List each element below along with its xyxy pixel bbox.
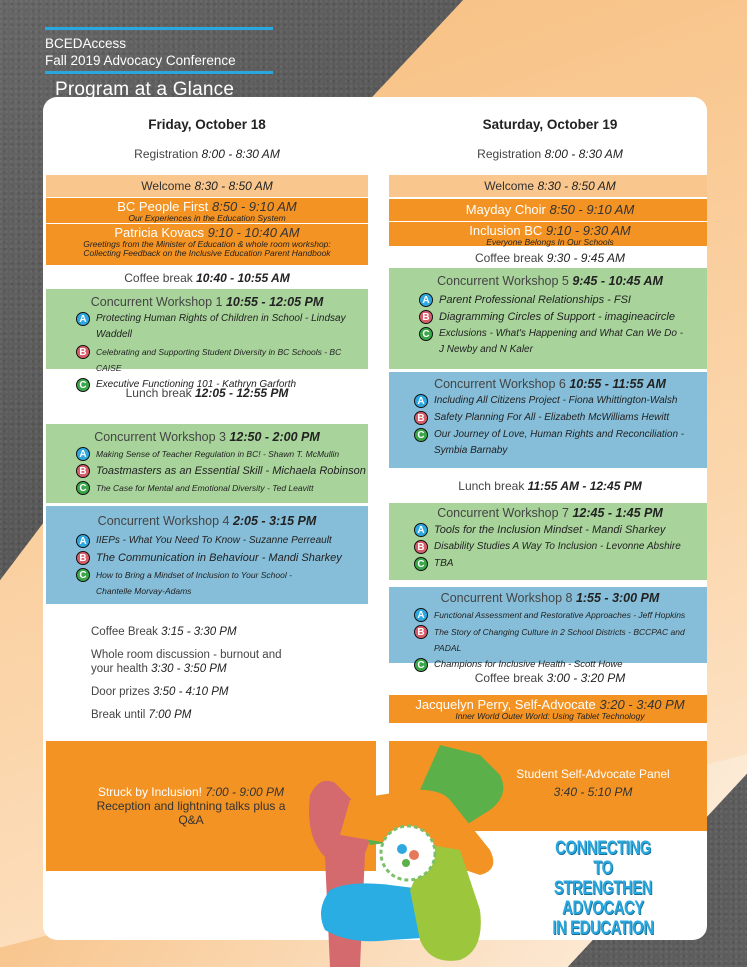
workshop-7: Concurrent Workshop 7 12:45 - 1:45 PM A Tools for the Inclusion Mindset - Mandi Sharkey B Disability Studies A Way To Inclusion - Levonne Abshire C TBA — [389, 503, 707, 580]
ws3-item-c: C The Case for Mental and Emotional Diversity - Ted Leavitt — [76, 480, 368, 496]
badge-b-icon: B — [414, 625, 428, 639]
day-heading-friday: Friday, October 18 — [148, 117, 266, 132]
workshop-5: Concurrent Workshop 5 9:45 - 10:45 AM A Parent Professional Relationships - FSI B Diagramming Circles of Support - imagineacircle C Exclusions - What's Happening and What Can We Do - J Newby and N Kaler — [389, 268, 707, 369]
fri-whole-room: Whole room discussion - burnout and your health 3:30 - 3:50 PM — [91, 649, 282, 675]
program-card — [43, 97, 707, 940]
fri-registration: Registration 8:00 - 8:30 AM — [134, 147, 280, 161]
header-rule-bottom — [45, 71, 273, 74]
ws8-item-c: C Champions for Inclusive Health - Scott Howe — [414, 657, 707, 673]
ws1-item-c: C Executive Functioning 101 - Kathryn Garforth — [76, 377, 368, 393]
badge-c-icon: C — [76, 378, 90, 392]
fri-break-until: Break until 7:00 PM — [91, 709, 192, 721]
ws4-item-c: C How to Bring a Mindset of Inclusion to Your School - Chantelle Morvay-Adams — [76, 567, 368, 599]
ws5-item-b: B Diagramming Circles of Support - imagineacircle — [419, 309, 707, 325]
sat-registration: Registration 8:00 - 8:30 AM — [477, 147, 623, 161]
student-panel-block: Student Self-Advocate Panel 3:40 - 5:10 PM — [389, 741, 707, 831]
badge-a-icon: A — [76, 312, 90, 326]
sat-welcome: Welcome 8:30 - 8:50 AM — [389, 175, 707, 197]
badge-b-icon: B — [76, 551, 90, 565]
workshop-4: Concurrent Workshop 4 2:05 - 3:15 PM A IIEPs - What You Need To Know - Suzanne Perreault B The Communication in Behaviour - Mandi Sharkey C How to Bring a Mindset of Inclusion to Your School - Chantelle Morvay-Adams — [46, 506, 368, 604]
workshop-1: Concurrent Workshop 1 10:55 - 12:05 PM A Protecting Human Rights of Children in School - Lindsay Waddell B Celebrating and Supporting Student Diversity in BC Schools - BC CAISE C Executive Functioning 101 - Kathryn Garforth — [46, 289, 368, 369]
conference-name: Fall 2019 Advocacy Conference — [45, 53, 236, 68]
struck-by-inclusion-block: Struck by Inclusion! 7:00 - 9:00 PM Reception and lightning talks plus a Q&A — [46, 741, 376, 871]
ws7-item-a: A Tools for the Inclusion Mindset - Mandi Sharkey — [414, 522, 707, 538]
workshop-8: Concurrent Workshop 8 1:55 - 3:00 PM A Functional Assessment and Restorative Approaches - Jeff Hopkins B The Story of Changing Culture in 2 School Districts - BCCPAC and PADAL C Champions for Inclusive Health - Scott Howe — [389, 587, 707, 663]
badge-a-icon: A — [414, 608, 428, 622]
fri-welcome: Welcome 8:30 - 8:50 AM — [46, 175, 368, 197]
fri-afternoon-list — [91, 625, 306, 731]
ws1-item-b: B Celebrating and Supporting Student Diversity in BC Schools - BC CAISE — [76, 344, 368, 376]
badge-c-icon: C — [414, 557, 428, 571]
sat-inclusion-bc: Inclusion BC 9:10 - 9:30 AM Everyone Belongs In Our Schools — [389, 222, 707, 246]
day-heading-saturday: Saturday, October 19 — [482, 117, 618, 132]
badge-c-icon: C — [414, 428, 428, 442]
fri-coffee-break-2: Coffee Break 3:15 - 3:30 PM — [91, 626, 237, 638]
badge-c-icon: C — [76, 481, 90, 495]
ws4-item-a: A IIEPs - What You Need To Know - Suzanne Perreault — [76, 533, 368, 549]
badge-c-icon: C — [414, 658, 428, 672]
ws8-item-a: A Functional Assessment and Restorative Approaches - Jeff Hopkins — [414, 607, 707, 623]
ws5-item-c: C Exclusions - What's Happening and What Can We Do - J Newby and N Kaler — [419, 326, 707, 358]
badge-b-icon: B — [414, 540, 428, 554]
ws7-item-b: B Disability Studies A Way To Inclusion - Levonne Abshire — [414, 539, 707, 555]
fri-patricia-kovacs: Patricia Kovacs 9:10 - 10:40 AM Greetings from the Minister of Education & whole room workshop: Collecting Feedback on the Inclusive Education Parent Handbook — [46, 224, 368, 265]
badge-b-icon: B — [414, 411, 428, 425]
fri-lunch: Lunch break 12:05 - 12:55 PM — [125, 386, 289, 400]
page-header — [45, 27, 273, 101]
sat-jacquelyn-perry: Jacquelyn Perry, Self-Advocate 3:20 - 3:40 PM Inner World Outer World: Using Tablet Technology — [389, 695, 707, 723]
fri-door-prizes: Door prizes 3:50 - 4:10 PM — [91, 686, 229, 698]
sat-lunch: Lunch break 11:55 AM - 12:45 PM — [458, 479, 642, 493]
badge-a-icon: A — [419, 293, 433, 307]
page-title: Program at a Glance — [55, 79, 235, 100]
workshop-6: Concurrent Workshop 6 10:55 - 11:55 AM A Including All Citizens Project - Fiona Whittington-Walsh B Safety Planning For All - Elizabeth McWilliams Hewitt C Our Journey of Love, Human Rights and Reconciliation - Symbia Barnaby — [389, 372, 707, 468]
ws1-item-a: A Protecting Human Rights of Children in School - Lindsay Waddell — [76, 311, 368, 343]
sat-mayday-choir: Mayday Choir 8:50 - 9:10 AM — [389, 199, 707, 221]
badge-a-icon: A — [414, 394, 428, 408]
ws3-item-a: A Making Sense of Teacher Regulation in BC! - Shawn T. McMullin — [76, 446, 368, 462]
badge-a-icon: A — [76, 447, 90, 461]
badge-b-icon: B — [76, 345, 90, 359]
badge-a-icon: A — [76, 534, 90, 548]
badge-c-icon: C — [419, 327, 433, 341]
ws4-item-b: B The Communication in Behaviour - Mandi Sharkey — [76, 550, 368, 566]
badge-c-icon: C — [76, 568, 90, 582]
ws7-item-c: C TBA — [414, 556, 707, 572]
fri-bc-people-first: BC People First 8:50 - 9:10 AM Our Experiences in the Education System — [46, 198, 368, 223]
ws8-item-b: B The Story of Changing Culture in 2 School Districts - BCCPAC and PADAL — [414, 624, 707, 656]
badge-b-icon: B — [76, 464, 90, 478]
sat-coffee-break-2: Coffee break 3:00 - 3:20 PM — [474, 671, 626, 685]
ws6-item-c: C Our Journey of Love, Human Rights and Reconciliation - Symbia Barnaby — [414, 427, 707, 459]
badge-a-icon: A — [414, 523, 428, 537]
fri-coffee-break: Coffee break 10:40 - 10:55 AM — [124, 271, 290, 285]
workshop-3: Concurrent Workshop 3 12:50 - 2:00 PM A Making Sense of Teacher Regulation in BC! - Shawn T. McMullin B Toastmasters as an Essential Skill - Michaela Robinson C The Case for Mental and Emotional Diversity - Ted Leavitt — [46, 424, 368, 503]
ws6-item-b: B Safety Planning For All - Elizabeth McWilliams Hewitt — [414, 410, 707, 426]
ws6-item-a: A Including All Citizens Project - Fiona Whittington-Walsh — [414, 393, 707, 409]
sat-coffee-break: Coffee break 9:30 - 9:45 AM — [474, 251, 626, 265]
ws3-item-b: B Toastmasters as an Essential Skill - Michaela Robinson — [76, 463, 368, 479]
org-name: BCEDAccess — [45, 36, 127, 51]
ws5-item-a: A Parent Professional Relationships - FSI — [419, 292, 707, 308]
slogan: CONNECTING TO STRENGTHEN ADVOCACY IN EDUCATION — [552, 838, 654, 939]
badge-b-icon: B — [419, 310, 433, 324]
header-rule-top — [45, 27, 273, 30]
